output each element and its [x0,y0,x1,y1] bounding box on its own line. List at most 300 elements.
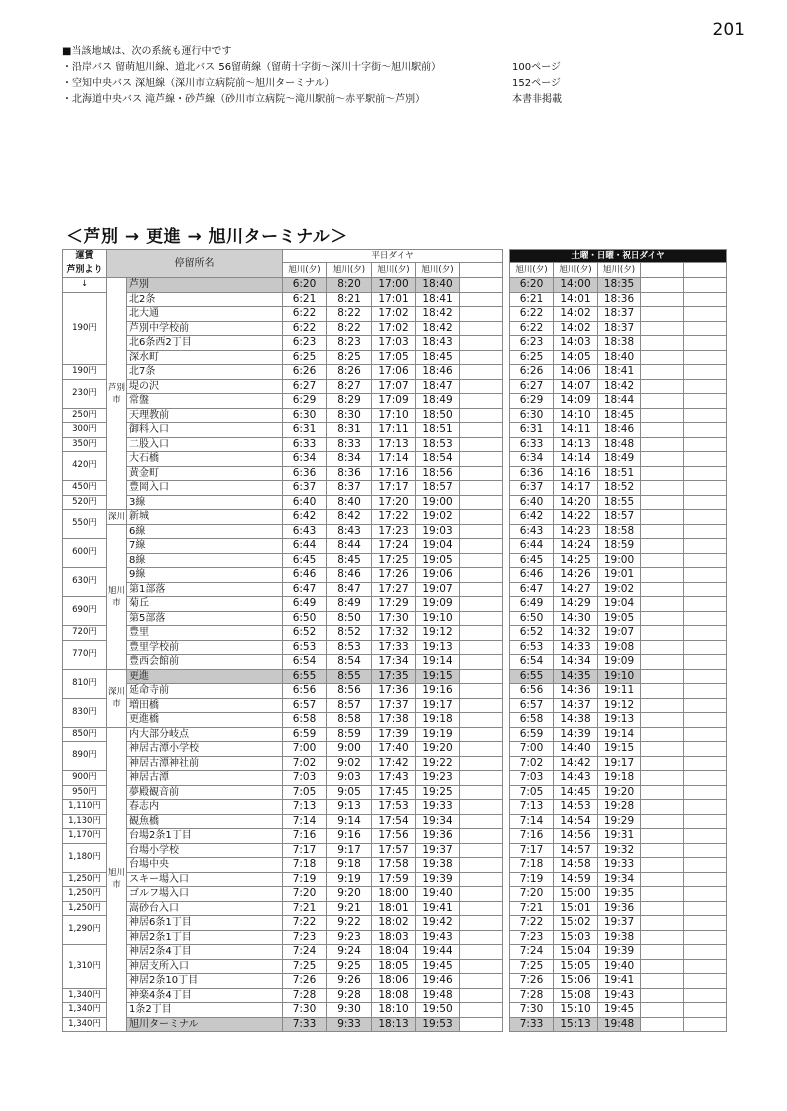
weekend-time: 19:07 [598,626,641,641]
weekend-time: 6:26 [510,365,554,380]
weekday-time: 19:22 [416,756,460,771]
table-row [63,408,727,423]
weekday-time: 8:33 [327,437,372,452]
fare-cell: 850円 [63,727,107,742]
weekend-time: 6:47 [510,582,554,597]
weekend-empty-cell [641,1003,684,1018]
weekend-empty-cell [684,829,727,844]
weekend-empty-cell [641,408,684,423]
weekday-time: 9:26 [327,974,372,989]
weekday-time: 17:16 [372,466,416,481]
weekday-time: 6:54 [283,655,327,670]
weekend-empty-cell [641,611,684,626]
weekday-time: 17:27 [372,582,416,597]
weekday-time: 18:46 [416,365,460,380]
column-gap [503,1017,510,1032]
weekday-time: 6:59 [283,727,327,742]
weekday-time: 7:24 [283,945,327,960]
stop-name: 7線 [127,539,283,554]
weekend-empty-cell [684,843,727,858]
weekday-time: 18:53 [416,437,460,452]
weekday-time: 17:36 [372,684,416,699]
weekend-time: 14:03 [554,336,598,351]
fare-cell: 1,130円 [63,814,107,829]
table-row [63,568,727,583]
weekday-time: 18:57 [416,481,460,496]
weekend-time: 14:09 [554,394,598,409]
table-row [63,365,727,380]
weekday-time: 17:02 [372,321,416,336]
table-row [63,423,727,438]
table-row [63,292,727,307]
column-gap [503,655,510,670]
weekend-empty-cell [684,916,727,931]
weekday-time: 18:08 [372,988,416,1003]
weekday-empty-cell [460,423,503,438]
stop-name: 常盤 [127,394,283,409]
weekend-empty-cell [641,742,684,757]
weekend-empty-cell [641,437,684,452]
weekday-time: 17:22 [372,510,416,525]
stop-name: 北2条 [127,292,283,307]
weekend-empty-cell [684,930,727,945]
weekend-time: 18:38 [598,336,641,351]
table-row [63,481,727,496]
weekend-empty-cell [641,916,684,931]
weekday-column-header: 旭川(夕) [416,263,460,278]
weekday-time: 7:03 [283,771,327,786]
weekday-time: 7:02 [283,756,327,771]
weekday-time: 18:02 [372,916,416,931]
weekend-time: 18:44 [598,394,641,409]
weekend-time: 7:18 [510,858,554,873]
fare-cell: 950円 [63,785,107,800]
weekend-time: 6:22 [510,321,554,336]
table-row [63,814,727,829]
weekend-empty-cell [684,278,727,293]
weekend-time: 14:23 [554,524,598,539]
weekend-time: 14:35 [554,669,598,684]
weekday-time: 9:17 [327,843,372,858]
column-gap [503,800,510,815]
weekday-time: 6:21 [283,292,327,307]
weekday-time: 19:25 [416,785,460,800]
weekday-time: 19:02 [416,510,460,525]
stop-name: 神居古潭 [127,771,283,786]
weekday-time: 17:01 [372,292,416,307]
weekday-time: 6:45 [283,553,327,568]
fare-cell: 1,310円 [63,945,107,989]
weekend-empty-cell [684,510,727,525]
weekend-time: 6:21 [510,292,554,307]
weekend-time: 14:57 [554,843,598,858]
column-gap [503,510,510,525]
weekend-time: 19:43 [598,988,641,1003]
weekend-empty-cell [684,336,727,351]
weekday-time: 6:27 [283,379,327,394]
weekday-time: 8:22 [327,321,372,336]
weekday-time: 18:49 [416,394,460,409]
fare-cell: 720円 [63,626,107,641]
table-row [63,684,727,699]
weekday-time: 8:58 [327,713,372,728]
page-number: 201 [712,20,745,40]
weekday-time: 17:20 [372,495,416,510]
fare-cell: 1,290円 [63,916,107,945]
weekday-time: 19:34 [416,814,460,829]
weekday-time: 19:15 [416,669,460,684]
weekend-time: 15:04 [554,945,598,960]
weekday-time: 6:46 [283,568,327,583]
weekday-empty-cell [460,945,503,960]
weekday-time: 8:52 [327,626,372,641]
notice-block [62,44,722,108]
weekday-time: 17:32 [372,626,416,641]
weekend-time: 19:09 [598,655,641,670]
weekday-empty-cell [460,524,503,539]
weekend-empty-cell [684,945,727,960]
column-gap [503,597,510,612]
weekday-time: 17:11 [372,423,416,438]
weekday-empty-cell [460,930,503,945]
weekend-time: 18:59 [598,539,641,554]
weekend-time: 18:55 [598,495,641,510]
weekend-time: 7:26 [510,974,554,989]
weekday-time: 9:13 [327,800,372,815]
weekend-column-header [684,263,727,278]
weekday-time: 7:14 [283,814,327,829]
weekend-time: 6:43 [510,524,554,539]
weekday-time: 6:29 [283,394,327,409]
fare-cell: 450円 [63,481,107,496]
weekend-time: 6:20 [510,278,554,293]
weekend-empty-cell [641,452,684,467]
weekday-empty-cell [460,742,503,757]
weekday-time: 17:37 [372,698,416,713]
weekday-time: 18:50 [416,408,460,423]
weekend-time: 14:45 [554,785,598,800]
weekday-time: 8:22 [327,307,372,322]
weekday-empty-cell [460,321,503,336]
weekday-time: 18:04 [372,945,416,960]
weekday-time: 7:21 [283,901,327,916]
weekend-empty-cell [684,756,727,771]
weekend-empty-cell [684,408,727,423]
weekend-empty-cell [684,481,727,496]
weekend-empty-cell [684,539,727,554]
weekend-time: 14:22 [554,510,598,525]
table-row [63,626,727,641]
weekday-time: 19:37 [416,843,460,858]
weekend-empty-cell [684,495,727,510]
weekday-empty-cell [460,974,503,989]
weekday-time: 8:43 [327,524,372,539]
weekend-empty-cell [684,1003,727,1018]
weekday-empty-cell [460,988,503,1003]
weekend-empty-cell [641,568,684,583]
weekend-time: 7:33 [510,1017,554,1032]
weekend-header: 土曜・日曜・祝日ダイヤ [510,250,727,263]
weekend-time: 14:56 [554,829,598,844]
weekday-empty-cell [460,510,503,525]
weekday-time: 17:24 [372,539,416,554]
table-row [63,843,727,858]
weekday-time: 7:23 [283,930,327,945]
weekend-empty-cell [684,437,727,452]
stop-name: 台場中央 [127,858,283,873]
weekday-time: 17:57 [372,843,416,858]
weekday-empty-cell [460,1017,503,1032]
weekend-empty-cell [641,365,684,380]
weekday-time: 17:09 [372,394,416,409]
weekend-empty-cell [684,452,727,467]
weekday-empty-cell [460,843,503,858]
stop-name: 夢殿観音前 [127,785,283,800]
weekend-time: 15:08 [554,988,598,1003]
weekend-time: 7:17 [510,843,554,858]
weekend-time: 14:58 [554,858,598,873]
weekend-time: 14:30 [554,611,598,626]
weekday-time: 19:12 [416,626,460,641]
column-gap [503,1003,510,1018]
table-row [63,495,727,510]
stop-name: 黄金町 [127,466,283,481]
weekday-time: 17:23 [372,524,416,539]
table-row [63,901,727,916]
weekday-column-header: 旭川(夕) [327,263,372,278]
weekday-empty-cell [460,307,503,322]
weekend-empty-cell [684,626,727,641]
fare-cell: 190円 [63,292,107,365]
weekend-time: 19:12 [598,698,641,713]
weekday-column-header: 旭川(夕) [283,263,327,278]
stop-name: 神楽4条4丁目 [127,988,283,1003]
weekday-time: 17:56 [372,829,416,844]
city-label: 深川市 [107,669,127,727]
weekend-time: 14:06 [554,365,598,380]
weekday-empty-cell [460,872,503,887]
table-row [63,916,727,931]
notice-line [62,76,722,92]
weekday-time: 6:55 [283,669,327,684]
weekend-time: 14:33 [554,640,598,655]
weekend-time: 14:39 [554,727,598,742]
weekday-empty-cell [460,597,503,612]
stop-header: 停留所名 [107,250,283,278]
stop-name: 春志内 [127,800,283,815]
weekend-time: 14:37 [554,698,598,713]
table-row [63,988,727,1003]
weekday-time: 8:23 [327,336,372,351]
weekend-time: 19:40 [598,959,641,974]
weekday-time: 19:05 [416,553,460,568]
column-gap [503,901,510,916]
weekend-time: 18:58 [598,524,641,539]
weekend-empty-cell [641,713,684,728]
stop-name: 旭川ターミナル [127,1017,283,1032]
weekday-time: 17:40 [372,742,416,757]
weekend-time: 15:01 [554,901,598,916]
weekday-time: 6:44 [283,539,327,554]
weekday-time: 18:54 [416,452,460,467]
weekend-time: 6:33 [510,437,554,452]
weekday-empty-cell [460,292,503,307]
weekend-empty-cell [684,727,727,742]
weekend-time: 6:44 [510,539,554,554]
weekend-empty-cell [641,394,684,409]
stop-name: 内大部分岐点 [127,727,283,742]
weekday-empty-cell [460,887,503,902]
weekday-time: 19:00 [416,495,460,510]
weekday-time: 19:07 [416,582,460,597]
weekday-time: 18:56 [416,466,460,481]
weekday-time: 6:34 [283,452,327,467]
stop-name: 更進橋 [127,713,283,728]
weekday-time: 19:41 [416,901,460,916]
column-gap [503,858,510,873]
weekend-time: 19:35 [598,887,641,902]
weekday-time: 19:23 [416,771,460,786]
weekend-time: 18:37 [598,321,641,336]
weekday-empty-cell [460,495,503,510]
column-gap [503,785,510,800]
weekend-time: 18:52 [598,481,641,496]
stop-name: 嵩砂台入口 [127,901,283,916]
table-row [63,742,727,757]
notice-line-page: 100ページ [512,62,561,73]
weekday-time: 17:39 [372,727,416,742]
weekday-time: 7:17 [283,843,327,858]
weekend-empty-cell [684,350,727,365]
column-gap [503,292,510,307]
weekday-time: 7:16 [283,829,327,844]
weekend-empty-cell [641,771,684,786]
weekday-time: 6:49 [283,597,327,612]
column-gap [503,640,510,655]
stop-name: ゴルフ場入口 [127,887,283,902]
weekend-empty-cell [641,1017,684,1032]
column-gap [503,481,510,496]
weekend-time: 7:19 [510,872,554,887]
weekday-time: 9:33 [327,1017,372,1032]
weekday-time: 18:00 [372,887,416,902]
stop-name: 神居2条1丁目 [127,930,283,945]
weekday-time: 6:22 [283,321,327,336]
weekday-time: 17:02 [372,307,416,322]
column-gap [503,582,510,597]
weekend-empty-cell [684,1017,727,1032]
weekday-time: 17:33 [372,640,416,655]
weekend-empty-cell [684,655,727,670]
weekend-empty-cell [641,495,684,510]
weekend-time: 14:11 [554,423,598,438]
stop-name: 神居支所入口 [127,959,283,974]
weekday-time: 19:33 [416,800,460,815]
stop-name: 豊岡入口 [127,481,283,496]
column-gap [503,365,510,380]
weekday-empty-cell [460,829,503,844]
weekend-empty-cell [684,640,727,655]
weekend-time: 19:48 [598,1017,641,1032]
weekday-time: 17:34 [372,655,416,670]
weekday-time: 18:10 [372,1003,416,1018]
fare-cell: 190円 [63,365,107,380]
weekend-empty-cell [641,698,684,713]
column-gap [503,307,510,322]
weekend-empty-cell [684,858,727,873]
column-gap [503,626,510,641]
table-row [63,872,727,887]
weekend-time: 14:59 [554,872,598,887]
column-gap [503,379,510,394]
weekday-time: 17:35 [372,669,416,684]
table-row [63,582,727,597]
weekday-time: 8:56 [327,684,372,699]
weekend-time: 19:31 [598,829,641,844]
weekend-time: 19:36 [598,901,641,916]
weekday-empty-cell [460,916,503,931]
weekday-empty-cell [460,466,503,481]
weekday-time: 19:13 [416,640,460,655]
table-row [63,771,727,786]
table-row [63,655,727,670]
weekend-time: 14:34 [554,655,598,670]
weekday-time: 8:29 [327,394,372,409]
weekend-time: 7:21 [510,901,554,916]
weekday-time: 17:30 [372,611,416,626]
weekday-time: 6:31 [283,423,327,438]
weekday-time: 19:44 [416,945,460,960]
stop-name: 9線 [127,568,283,583]
fare-arrow: ↓ [63,278,107,293]
weekday-time: 8:42 [327,510,372,525]
weekend-time: 6:36 [510,466,554,481]
weekday-time: 6:20 [283,278,327,293]
weekend-time: 15:13 [554,1017,598,1032]
weekday-time: 8:54 [327,655,372,670]
weekend-empty-cell [684,365,727,380]
weekday-empty-cell [460,785,503,800]
table-row [63,611,727,626]
weekday-empty-cell [460,481,503,496]
weekend-time: 19:37 [598,916,641,931]
stop-name: 台場小学校 [127,843,283,858]
city-label: 深川 [107,510,127,525]
table-row [63,829,727,844]
weekday-time: 18:51 [416,423,460,438]
fare-cell: 630円 [63,568,107,597]
weekday-time: 6:56 [283,684,327,699]
weekday-time: 8:20 [327,278,372,293]
weekend-empty-cell [684,321,727,336]
weekday-time: 9:24 [327,945,372,960]
weekend-time: 14:20 [554,495,598,510]
weekend-time: 15:03 [554,930,598,945]
weekend-time: 6:46 [510,568,554,583]
weekend-empty-cell [641,887,684,902]
weekday-time: 6:57 [283,698,327,713]
weekday-time: 6:43 [283,524,327,539]
column-gap [503,945,510,960]
notice-lines [62,60,722,108]
weekday-time: 17:53 [372,800,416,815]
weekday-time: 19:17 [416,698,460,713]
weekend-time: 18:37 [598,307,641,322]
weekend-empty-cell [641,539,684,554]
table-row [63,510,727,525]
weekday-time: 19:04 [416,539,460,554]
table-row [63,800,727,815]
